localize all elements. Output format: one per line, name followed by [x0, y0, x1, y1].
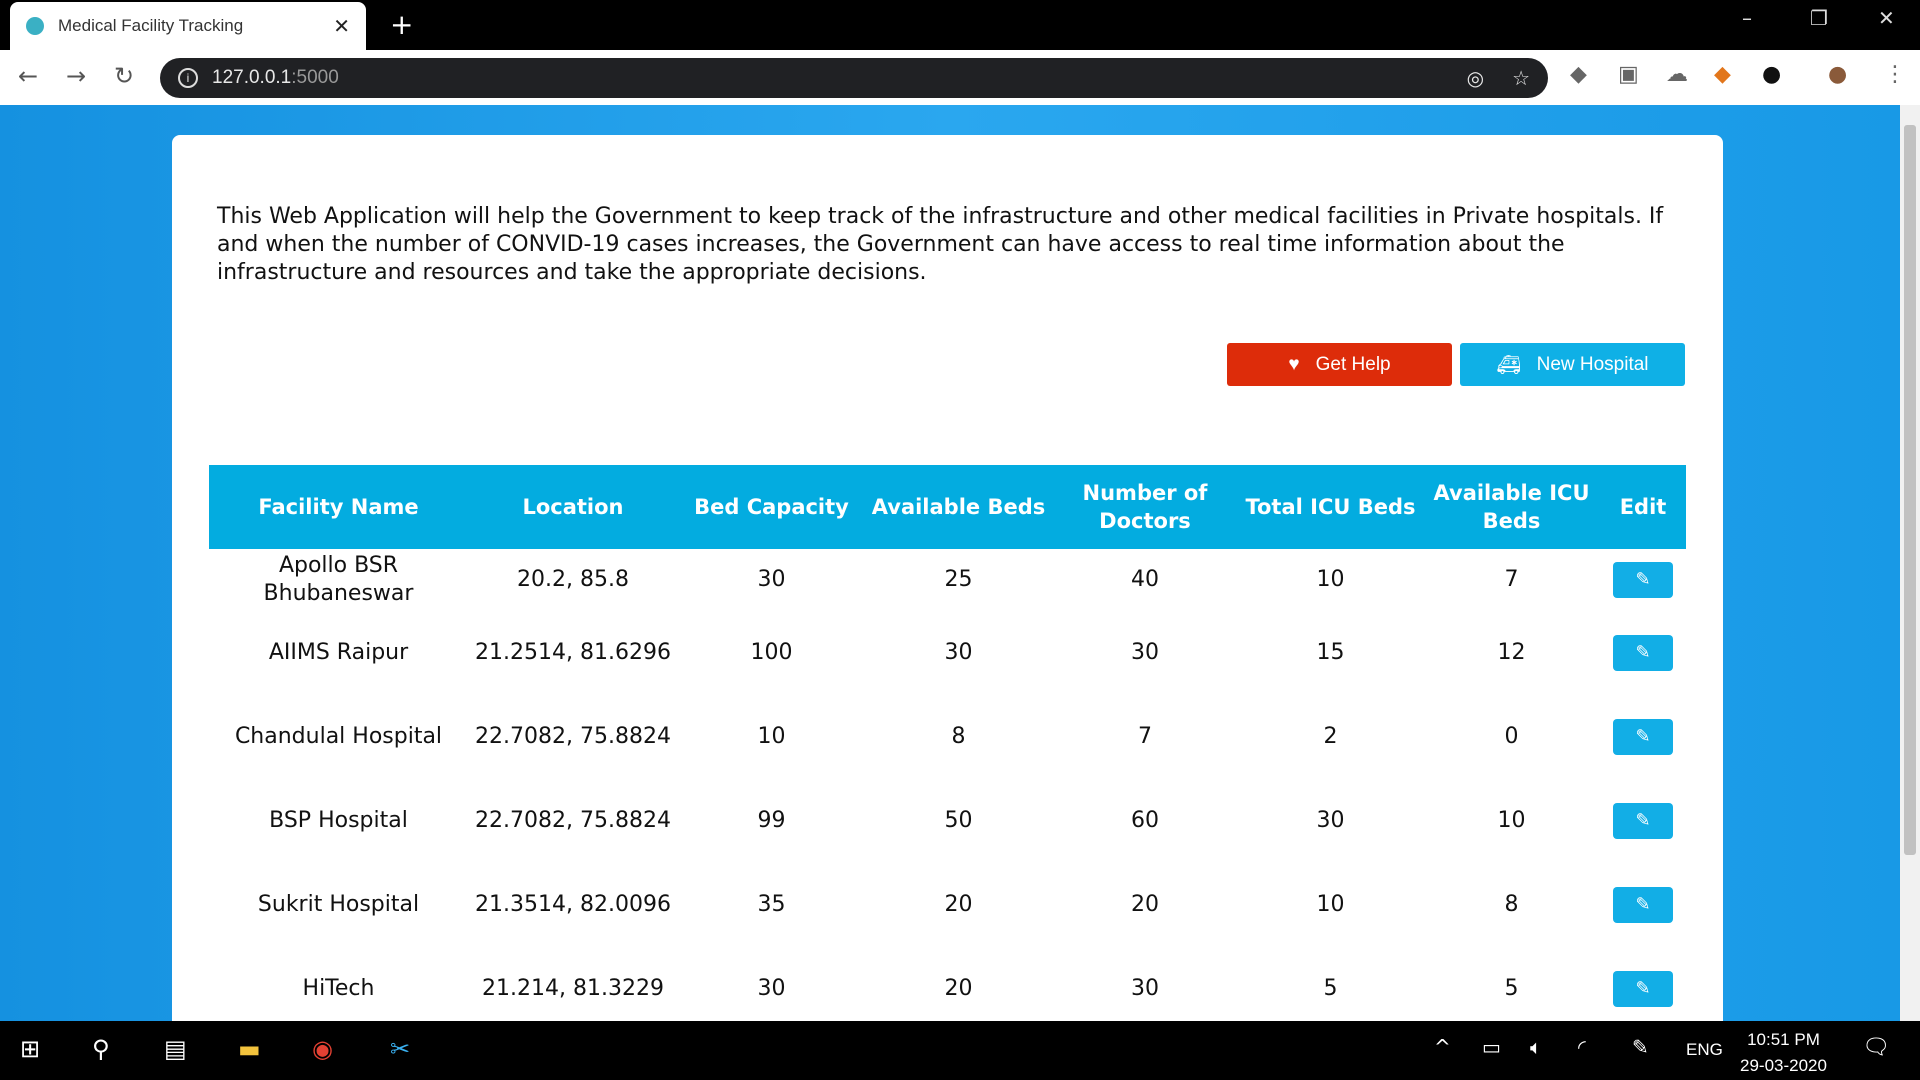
table-cell: 10	[1497, 808, 1526, 833]
table-cell: 20	[944, 976, 973, 1001]
table-cell: 30	[1316, 808, 1345, 833]
metamask-icon[interactable]: ◆	[1714, 62, 1731, 87]
tab-strip	[0, 0, 1920, 50]
table-cell: 30	[944, 640, 973, 665]
table-cell: 7	[1504, 567, 1519, 592]
edit-cell	[1600, 695, 1686, 779]
table-cell: 22.7082, 75.8824	[475, 724, 671, 749]
table-row	[209, 549, 1686, 611]
edit-cell	[1600, 863, 1686, 947]
table-cell: 20	[944, 892, 973, 917]
menu-icon[interactable]: ⋮	[1884, 62, 1906, 87]
table-cell: 100	[750, 640, 793, 665]
battery-icon[interactable]: ▭	[1482, 1035, 1501, 1059]
table-row	[209, 695, 1686, 779]
edit-button[interactable]: ✎	[1613, 635, 1673, 671]
get-help-button[interactable]	[1227, 343, 1452, 386]
table-cell: 22.7082, 75.8824	[475, 808, 671, 833]
table-row	[209, 863, 1686, 947]
pen-icon[interactable]: ✎	[1632, 1035, 1649, 1059]
table-cell: 50	[944, 808, 973, 833]
table-cell: 10	[1316, 567, 1345, 592]
table-row	[209, 779, 1686, 863]
table-cell: 7	[1138, 724, 1152, 749]
table-cell: AIIMS Raipur	[268, 640, 409, 665]
table-cell: 5	[1504, 976, 1519, 1001]
table-cell: 40	[1131, 567, 1159, 592]
bookmark-star-icon[interactable]: ☆	[1512, 67, 1530, 90]
column-header: Bed Capacity	[678, 465, 865, 549]
wifi-icon[interactable]: ◜	[1578, 1035, 1586, 1059]
table-cell: 21.3514, 82.0096	[475, 892, 671, 917]
reload-icon[interactable]: ↻	[114, 62, 135, 90]
edit-button[interactable]: ✎	[1613, 971, 1673, 1007]
column-header: Available ICU Beds	[1423, 465, 1600, 549]
table-cell: 35	[757, 892, 786, 917]
camera-icon[interactable]: ▣	[1618, 62, 1639, 87]
snipping-tool-icon[interactable]: ✂	[390, 1035, 411, 1063]
ambulance-icon: 🚑︎	[1496, 354, 1521, 376]
avatar[interactable]: ●	[1828, 62, 1848, 87]
table-cell: 21.214, 81.3229	[482, 976, 664, 1001]
edit-cell	[1600, 779, 1686, 863]
table-cell: 60	[1131, 808, 1159, 833]
windows-start-icon[interactable]: ⊞	[20, 1035, 41, 1063]
page-body	[0, 105, 1900, 1021]
get-help-label: Get Help	[1315, 353, 1391, 375]
edit-button[interactable]: ✎	[1613, 887, 1673, 923]
table-cell: 15	[1316, 640, 1345, 665]
edit-button[interactable]: ✎	[1613, 562, 1673, 598]
new-hospital-label: New Hospital	[1536, 353, 1649, 375]
close-window-icon[interactable]: ✕	[1878, 6, 1895, 30]
table-cell: 21.2514, 81.6296	[475, 640, 671, 665]
table-cell: 25	[944, 567, 973, 592]
table-cell: 0	[1504, 724, 1519, 749]
table-cell: Chandulal Hospital	[234, 724, 443, 749]
table-cell: Apollo BSR Bhubaneswar	[263, 553, 414, 606]
column-header: Edit	[1600, 465, 1686, 549]
table-cell: 5	[1323, 976, 1338, 1001]
location-icon[interactable]: ◎	[1466, 67, 1485, 90]
table-cell: 30	[757, 976, 786, 1001]
new-tab-icon[interactable]: +	[390, 8, 414, 41]
table-cell: Sukrit Hospital	[257, 892, 420, 917]
toolbar	[0, 50, 1920, 105]
column-header: Facility Name	[209, 465, 468, 549]
table-cell: BSP Hospital	[269, 808, 408, 833]
table-cell: 20	[1131, 892, 1159, 917]
app-description: This Web Application will help the Government to keep track of the infrastructure and other medical facilities in Private hospitals. If and when the number of CONVID-19 cases increases, the Government can have access to real time information about the infrastructure and resources and take the appropriate decisions.	[217, 204, 1664, 285]
table-cell: 8	[1504, 892, 1519, 917]
clock-date: 29-03-2020	[1740, 1056, 1827, 1075]
column-header: Available Beds	[865, 465, 1052, 549]
table-cell: 20.2, 85.8	[517, 567, 629, 592]
edit-button[interactable]: ✎	[1613, 803, 1673, 839]
main-card	[172, 135, 1723, 1035]
table-cell: 12	[1497, 640, 1526, 665]
scrollbar[interactable]	[1900, 105, 1920, 1021]
minimize-icon[interactable]: –	[1742, 6, 1752, 30]
volume-icon[interactable]: 🔈︎	[1530, 1035, 1542, 1059]
url-port: :5000	[291, 67, 339, 88]
back-icon[interactable]: ←	[18, 62, 39, 90]
favicon-icon	[26, 17, 44, 35]
taskbar	[0, 1021, 1920, 1080]
edit-cell	[1600, 947, 1686, 1031]
info-icon[interactable]: i	[178, 68, 198, 88]
table-cell: 30	[1131, 640, 1159, 665]
column-header: Number of Doctors	[1052, 465, 1238, 549]
chrome-icon[interactable]: ◉	[312, 1035, 333, 1063]
table-row	[209, 947, 1686, 1031]
new-hospital-button[interactable]	[1460, 343, 1685, 386]
notifications-icon[interactable]: 🗨︎	[1862, 1035, 1890, 1060]
chat-icon[interactable]: ●	[1762, 62, 1782, 87]
edit-cell	[1600, 549, 1686, 611]
table-cell: 30	[757, 567, 786, 592]
clock-time: 10:51 PM	[1747, 1030, 1820, 1049]
task-view-icon[interactable]: ▤	[164, 1035, 187, 1063]
restore-icon[interactable]: ❐	[1810, 6, 1828, 30]
edit-cell	[1600, 611, 1686, 695]
clock[interactable]	[1740, 1027, 1827, 1079]
column-header: Location	[468, 465, 678, 549]
search-icon[interactable]: ⚲	[92, 1035, 110, 1063]
table-cell: 10	[757, 724, 786, 749]
tab-title: Medical Facility Tracking	[58, 16, 244, 35]
scrollbar-thumb[interactable]	[1904, 125, 1916, 855]
column-header: Total ICU Beds	[1238, 465, 1423, 549]
table-cell: HiTech	[302, 976, 375, 1001]
table-row	[209, 611, 1686, 695]
table-cell: 30	[1131, 976, 1159, 1001]
table-cell: 8	[951, 724, 966, 749]
file-explorer-icon[interactable]: ▬	[238, 1035, 261, 1063]
edit-button[interactable]: ✎	[1613, 719, 1673, 755]
table-cell: 10	[1316, 892, 1345, 917]
browser-tab[interactable]	[10, 2, 366, 50]
cloud-icon[interactable]: ☁	[1666, 62, 1688, 87]
address-bar[interactable]	[160, 58, 1548, 98]
url-host: 127.0.0.1	[212, 67, 292, 88]
table-cell: 2	[1323, 724, 1338, 749]
table-cell: 99	[757, 808, 786, 833]
heartbeat-icon: ♥	[1288, 353, 1300, 375]
show-hidden-icons[interactable]: ^	[1434, 1035, 1451, 1059]
close-tab-icon[interactable]: ✕	[333, 15, 350, 38]
extension-icon[interactable]: ◆	[1570, 62, 1587, 87]
facility-table	[209, 465, 1686, 1031]
language-indicator[interactable]: ENG	[1686, 1040, 1723, 1059]
forward-icon[interactable]: →	[66, 62, 87, 90]
